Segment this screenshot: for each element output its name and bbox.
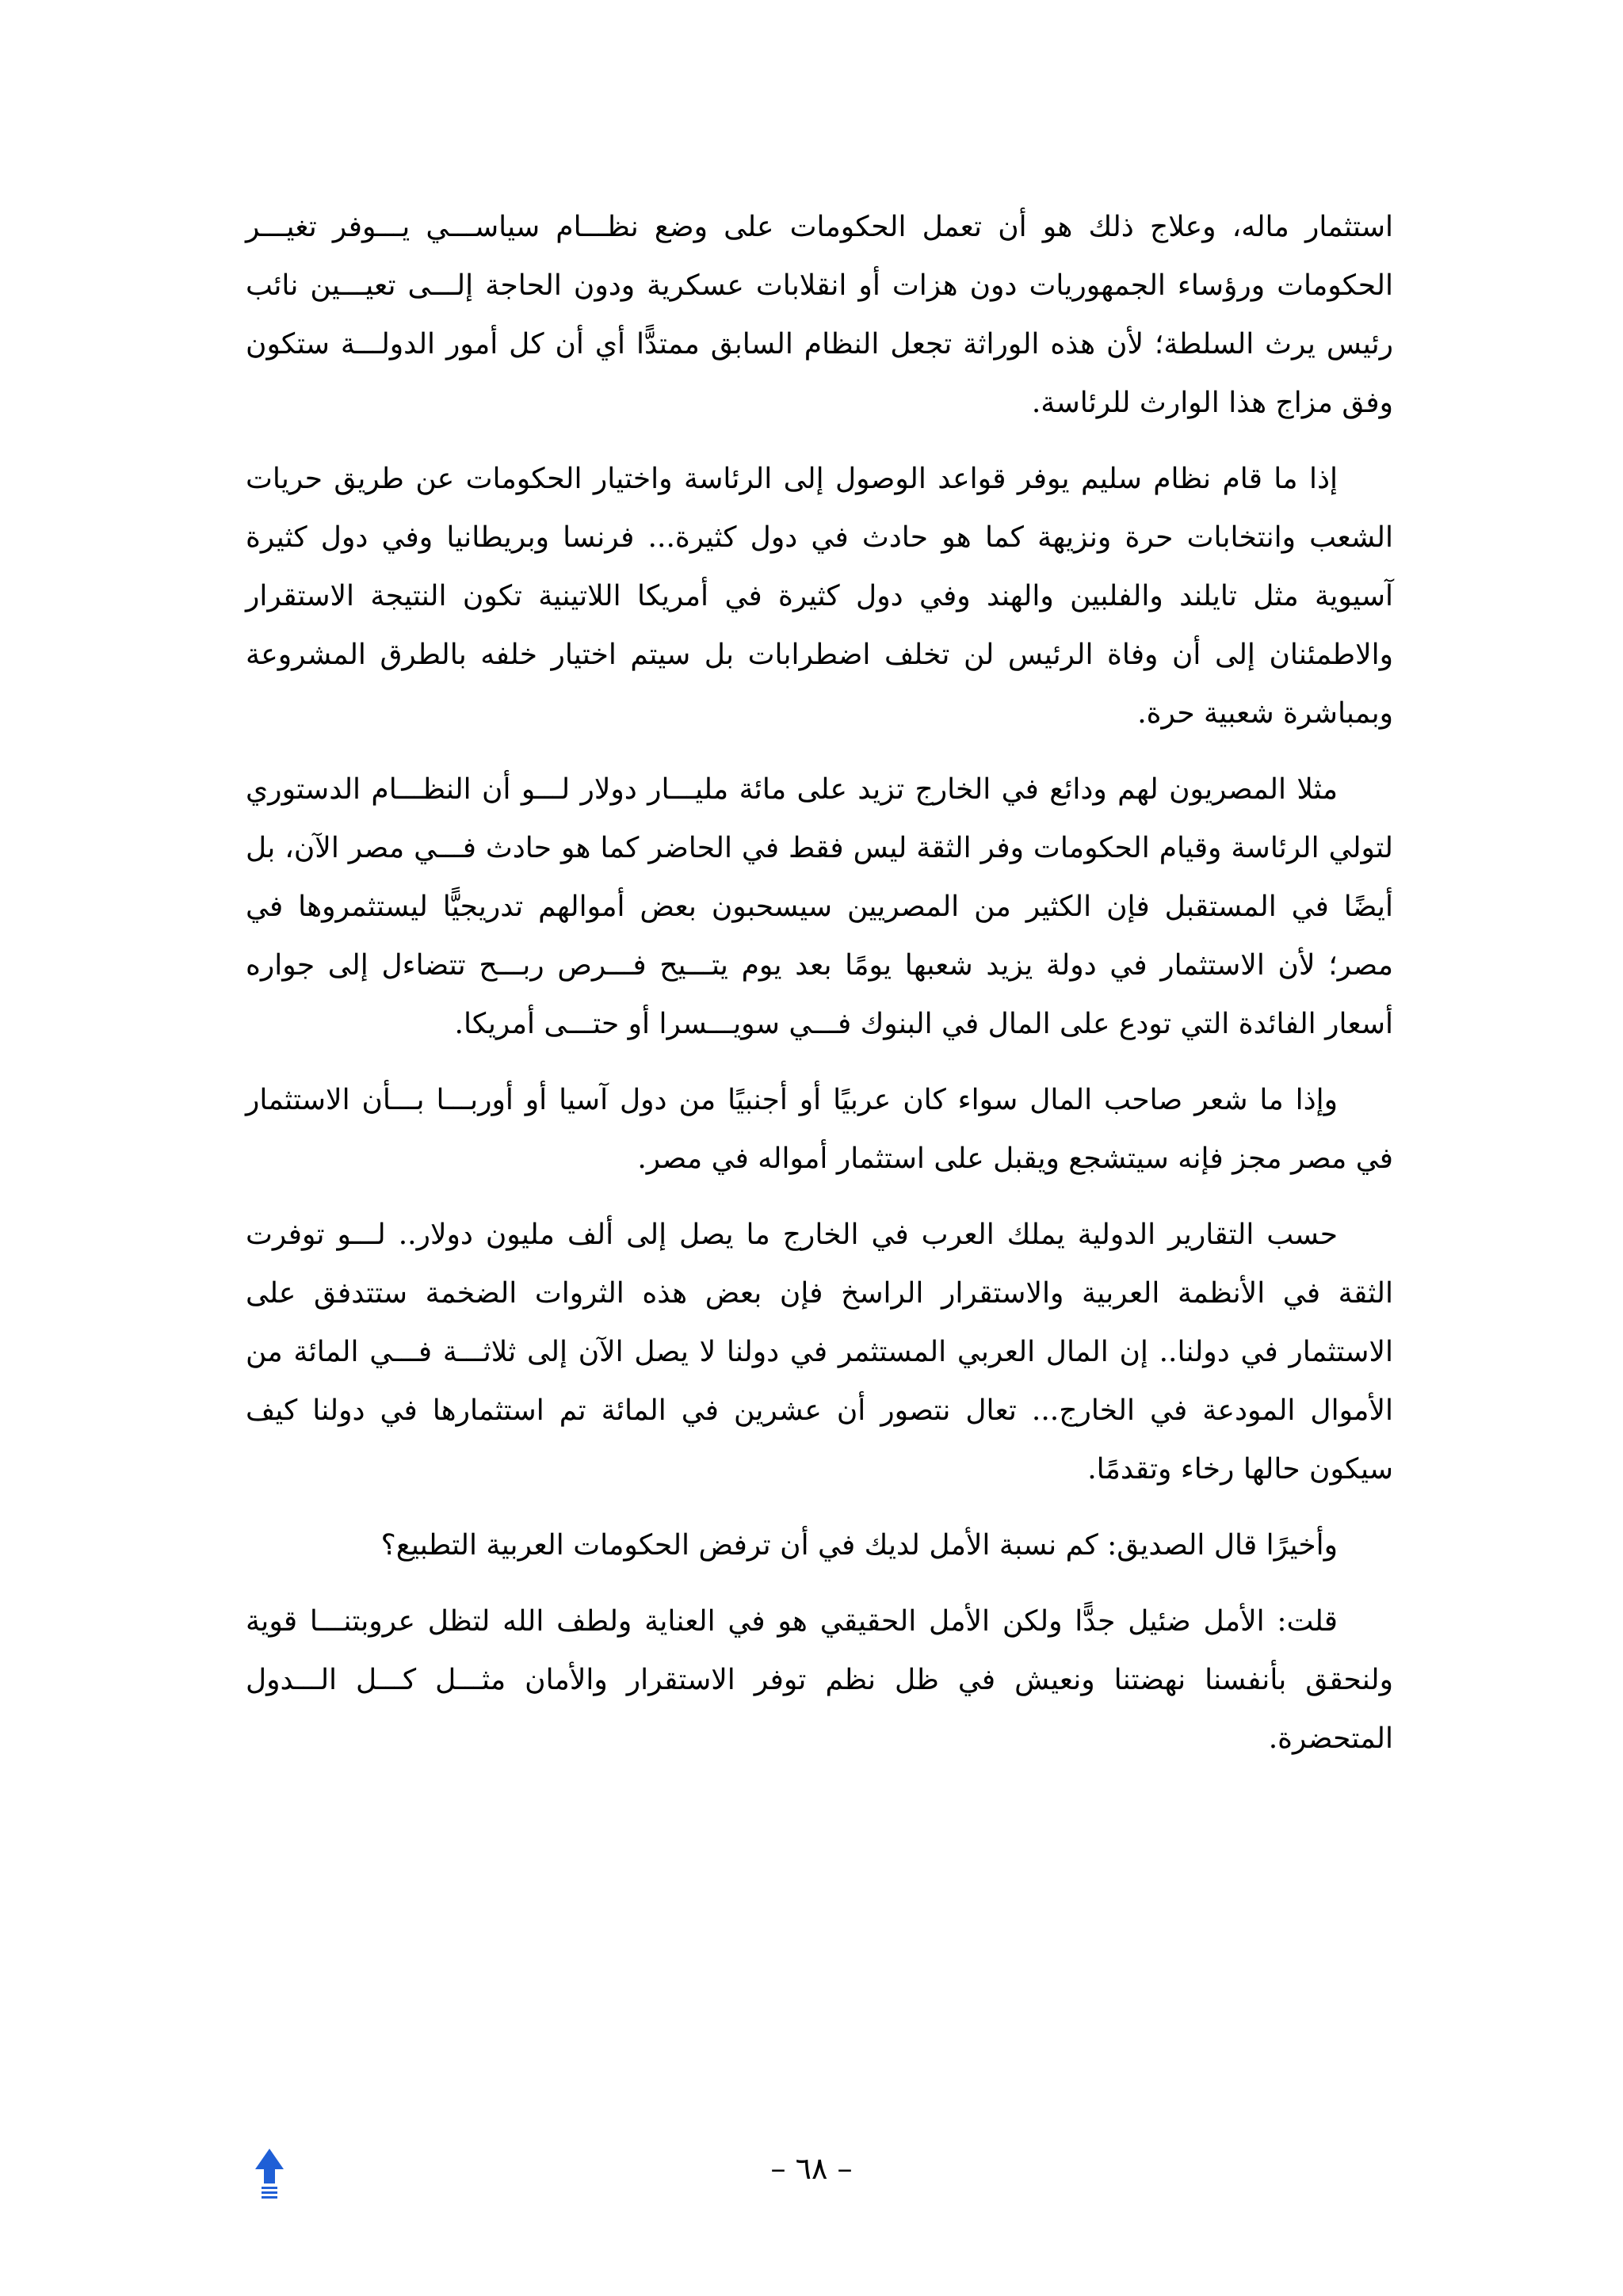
paragraph: استثمار ماله، وعلاج ذلك هو أن تعمل الحكومات على وضع نظـــام سياســـي يـــوفر تغيـــر الحكومات ورؤساء الجمهوريات دون هزات أو انقلابات عسكرية ودون الحاجة إلـــى تعيـــين نائب رئيس يرث السلطة؛ لأن هذه الوراثة تجعل النظام السابق ممتدًّا أي أن كل أمور الدولـــة ستكون وفق مزاج هذا الوارث للرئاسة. bbox=[246, 211, 1393, 419]
page-number: – ٦٨ – bbox=[770, 2151, 853, 2186]
paragraph: وإذا ما شعر صاحب المال سواء كان عربيًا أو أجنبيًا من دول آسيا أو أوربـــا بـــأن الاستثمار في مصر مجز فإنه سيتشجع ويقبل على استثمار أمواله في مصر. bbox=[246, 1084, 1393, 1175]
paragraph: قلت: الأمل ضئيل جدًّا ولكن الأمل الحقيقي هو في العناية ولطف الله لتظل عروبتنـــا قوية ولنحقق بأنفسنا نهضتنا ونعيش في ظل نظم توفر الاستقرار والأمان مثـــل كـــل الـــدول المتحضرة. bbox=[246, 1605, 1393, 1755]
page-body bbox=[246, 198, 1393, 1786]
paragraph: إذا ما قام نظام سليم يوفر قواعد الوصول إلى الرئاسة واختيار الحكومات عن طريق حريات الشعب وانتخابات حرة ونزيهة كما هو حادث في دول كثيرة... فرنسا وبريطانيا وفي دول كثيرة آسيوية مثل تايلند والفلبين والهند وفي دول كثيرة في أمريكا اللاتينية تكون النتيجة الاستقرار والاطمئنان إلى أن وفاة الرئيس لن تخلف اضطرابات بل سيتم اختيار خلفه بالطرق المشروعة وبمباشرة شعبية حرة. bbox=[246, 463, 1393, 730]
paragraph: حسب التقارير الدولية يملك العرب في الخارج ما يصل إلى ألف مليون دولار.. لـــو توفرت الثقة في الأنظمة العربية والاستقرار الراسخ فإن بعض هذه الثروات الضخمة ستتدفق على الاستثمار في دولنا.. إن المال العربي المستثمر في دولنا لا يصل الآن إلى ثلاثـــة فـــي المائة من الأموال المودعة في الخارج... تعال نتصور أن عشرين في المائة تم استثمارها في دولنا كيف سيكون حالها رخاء وتقدمًا. bbox=[246, 1219, 1393, 1486]
paragraph: مثلا المصريون لهم ودائع في الخارج تزيد على مائة مليـــار دولار لـــو أن النظـــام الدستوري لتولي الرئاسة وقيام الحكومات وفر الثقة ليس فقط في الحاضر كما هو حادث فـــي مصر الآن، بل أيضًا في المستقبل فإن الكثير من المصريين سيسحبون بعض أموالهم تدريجيًّا ليستثمروها في مصر؛ لأن الاستثمار في دولة يزيد شعبها يومًا بعد يوم يتـــيح فـــرص ربـــح تتضاءل إلى جواره أسعار الفائدة التي تودع على المال في البنوك فـــي سويـــسرا أو حتـــى أمريكا. bbox=[246, 773, 1393, 1040]
paragraph: وأخيرًا قال الصديق: كم نسبة الأمل لديك في أن ترفض الحكومات العربية التطبيع؟ bbox=[380, 1529, 1338, 1562]
